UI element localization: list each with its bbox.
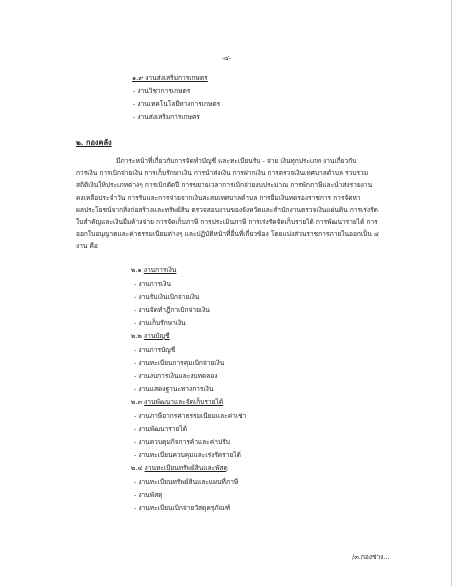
sub-24-item: - งานทะเบียนเบิกจ่ายวัสดุครุภัณฑ์: [134, 504, 231, 512]
page-edge: [3, 0, 452, 586]
sub-24-heading: [131, 465, 228, 472]
sub-23-item: - งานภาษีอากรค่าธรรมเนียมและค่าเช่า: [134, 412, 247, 420]
sub-23-number: ๒.๓: [131, 398, 145, 406]
sub-21-item: - งานรับเงินเบิกจ่ายเงิน: [134, 293, 200, 301]
sub-21-heading: [131, 267, 176, 274]
paragraph-line: ผลประโยชน์จากสิ่งก่อสร้างและทรัพย์สิน ตรวจสอบงานของจังหวัดและสำนักงานตรวจเงินแผ่นดิน การเร่งรัด: [76, 205, 378, 214]
section-19-item: - งานวิชาการเกษตร: [133, 87, 191, 95]
sub-24-title: งานทะเบียนทรัพย์สินและพัสดุ: [144, 464, 228, 472]
sub-24-item: - งานทะเบียนทรัพย์สินและแผนที่ภาษี: [134, 478, 239, 486]
section-19-item: - งานเทคโนโลยีทางการเกษตร: [133, 100, 221, 108]
paragraph-line: ออกใบอนุญาตและค่าธรรมเนียมต่างๆ และปฏิบัติหน้าที่อื่นที่เกี่ยวข้อง โดยแบ่งส่วนราชการภายในออกเป็น ๔: [76, 230, 379, 239]
sub-21-item: - งานการเงิน: [134, 280, 171, 288]
sub-22-title: งานบัญชี: [143, 332, 170, 340]
sub-22-heading: [131, 333, 170, 340]
continuation-note: /๓.กองช่าง...: [352, 553, 390, 561]
sub-23-item: - งานทะเบียนควบคุมและเร่งรัดรายได้: [134, 451, 241, 459]
sub-22-item: - งานแสดงฐานะทางการเงิน: [134, 385, 214, 393]
paragraph-line: งาน คือ: [76, 242, 98, 251]
sub-21-item: - งานเก็บรักษาเงิน: [134, 319, 186, 327]
paragraph-line: ใบสำคัญและเงินยืมค้างจ่าย การจัดเก็บภาษี การประเมินภาษี การเร่งรัดจัดเก็บรายได้ การพัฒนารายได้ การ: [76, 218, 378, 227]
paragraph-line: คงเหลือประจำวัน การรับและการจ่ายจากเงินสะสมเทศบาลตำบล การยืมเงินทดรองราชการ การจัดหา: [76, 193, 361, 202]
paragraph-line: มีภาระหน้าที่เกี่ยวกับการจัดทำบัญชี และทะเบียนรับ - จ่าย เงินทุกประเภท งานเกี่ยวกับ: [116, 157, 357, 165]
sub-21-item: - งานจัดทำฎีกาเบิกจ่ายเงิน: [134, 306, 210, 314]
sub-22-item: - งานการบัญชี: [134, 346, 176, 354]
sub-23-item: - งานพัฒนารายได้: [134, 425, 187, 433]
section-2-heading: ๒. กองคลัง: [76, 138, 112, 147]
page-number: -๔-: [222, 55, 232, 62]
paragraph-line: สถิติเงินให้ประเภทต่างๆ การเบิกตัดปี การขยายเวลาการเบิกจ่ายงบประมาณ การพักภาษีและนำส่งรายงาน: [76, 181, 373, 190]
sub-22-number: ๒.๒: [131, 332, 144, 340]
section-2-paragraph: [76, 155, 410, 253]
section-19-heading: ๑.๙ งานส่งเสริมการเกษตร: [132, 74, 208, 82]
paragraph-line: การเงิน การเบิกจ่ายเงิน การเก็บรักษาเงิน การนำส่งเงิน การฝากเงิน การตรวจเงินเทศบาลตำบล รวบรวม: [76, 169, 369, 178]
sub-23-title: งานพัฒนาและจัดเก็บรายได้: [144, 398, 224, 406]
sub-23-item: - งานควบคุมกิจการค้าและค่าปรับ: [134, 438, 230, 446]
sub-24-item: - งานพัสดุ: [134, 491, 163, 499]
sub-22-item: - งานทะเบียนการคุมเบิกจ่ายเงิน: [134, 359, 225, 367]
sub-24-number: ๒.๔: [131, 464, 145, 472]
sub-23-heading: [131, 399, 223, 406]
section-19-item: - งานส่งเสริมการเกษตร: [133, 113, 200, 121]
sub-21-title: งานการเงิน: [143, 266, 177, 274]
sub-22-item: - งานงบการเงินและงบทดลอง: [134, 372, 218, 380]
sub-21-number: ๒.๑: [131, 266, 144, 274]
